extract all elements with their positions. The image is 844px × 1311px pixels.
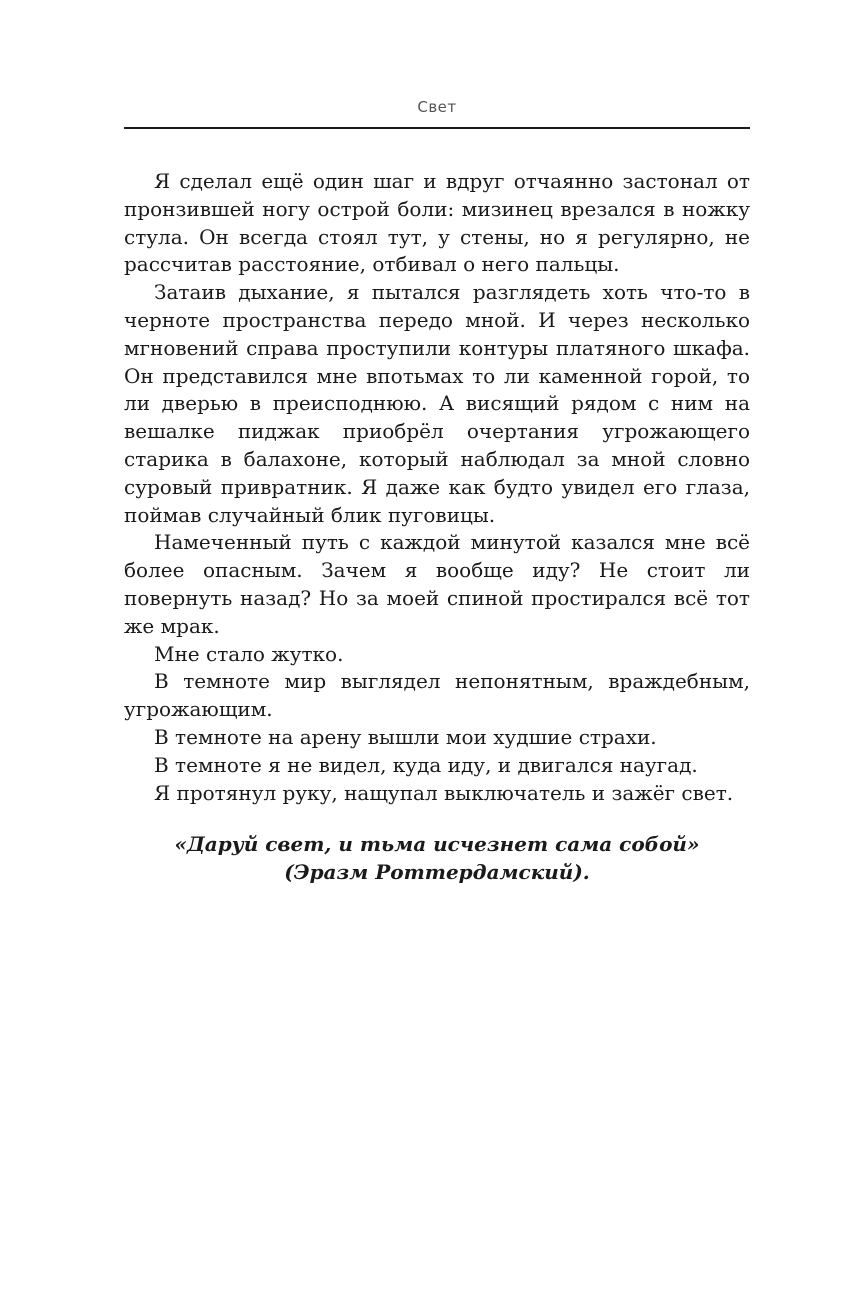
- paragraph: В темноте мир выглядел непонятным, враждебным, угрожающим.: [124, 669, 750, 722]
- paragraph: В темноте на арену вышли мои худшие страхи.: [154, 724, 657, 749]
- paragraph: Мне стало жутко.: [154, 641, 344, 666]
- epigraph-attribution: (Эразм Роттердамский).: [284, 860, 590, 884]
- paragraph: Я протянул руку, нащупал выключатель и зажёг свет.: [154, 780, 734, 805]
- paragraph: Я сделал ещё один шаг и вдруг отчаянно застонал от пронзившей ногу острой боли: мизинец врезался в ножку стула. Он всегда стоял тут, у стены, но я регулярно, не рассчитав расстояние, отбивал о него пальцы.: [124, 169, 750, 277]
- header-rule: [124, 127, 750, 129]
- paragraph: Намеченный путь с каждой минутой казался мне всё более опасным. Зачем я вообще иду? Не стоит ли повернуть назад? Но за моей спиной простирался всё тот же мрак.: [124, 530, 750, 638]
- epigraph: [124, 830, 750, 886]
- epigraph-quote: «Даруй свет, и тьма исчезнет сама собой»: [174, 832, 700, 856]
- running-head: Свет: [417, 98, 457, 116]
- body-text: [124, 168, 750, 807]
- paragraph: Затаив дыхание, я пытался разглядеть хоть что-то в черноте пространства передо мной. И через несколько мгновений справа проступили контуры платяного шкафа. Он представился мне впотьмах то ли каменной горой, то ли дверью в преисподнюю. А висящий рядом с ним на вешалке пиджак приобрёл очертания угрожающего старика в балахоне, который наблюдал за мной словно суровый привратник. Я даже как будто увидел его глаза, поймав случайный блик пуговицы.: [124, 280, 750, 527]
- paragraph: В темноте я не видел, куда иду, и двигался наугад.: [154, 752, 698, 777]
